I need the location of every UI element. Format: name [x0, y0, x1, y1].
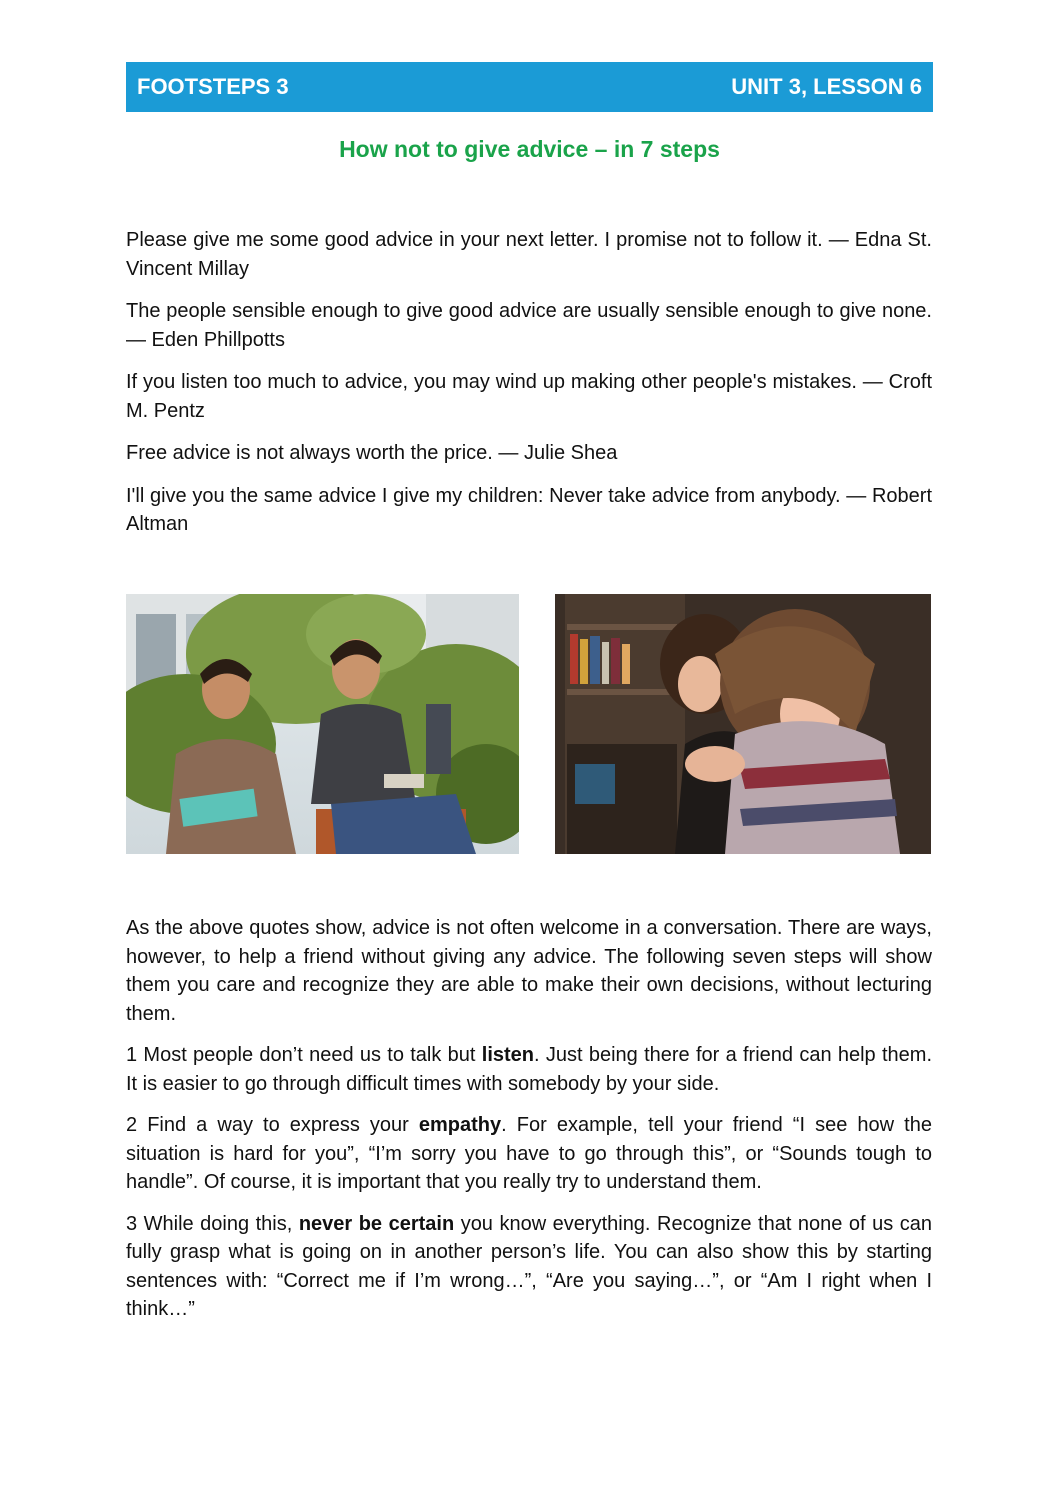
two-students-photo — [126, 594, 519, 854]
step-paragraph — [126, 1041, 932, 1098]
quote: Please give me some good advice in your next letter. I promise not to follow it. — Edna St. Vincent Millay — [126, 229, 932, 280]
quote: Free advice is not always worth the price. — Julie Shea — [126, 442, 618, 464]
step-text: . Just being there for a friend can help them. It is easier to go through difficult times with somebody by your side. — [126, 1044, 932, 1095]
step-paragraph — [126, 1210, 932, 1324]
step-keyword: empathy — [418, 1114, 502, 1136]
step-text: you know everything. Recognize that none of us can fully grasp what is going on in another person’s life. You can also show this by starting sentences with: “Correct me if I’m wrong…”, “Are you saying…”, or “Am I right when I think…” — [126, 1212, 932, 1320]
quote: If you listen too much to advice, you may wind up making other people's mistakes. — Croft M. Pentz — [126, 371, 932, 422]
step-text: . For example, tell your friend “I see how the situation is hard for you”, “I’m sorry you have to go through this”, or “Sounds tough to handle”. Of course, it is important that you really try to understand them. — [126, 1114, 932, 1193]
intro-paragraph: As the above quotes show, advice is not often welcome in a conversation. There are ways, however, to help a friend without giving any advice. The following seven steps will show them you care and recognize they are able to make their own decisions, without lecturing them. — [126, 917, 932, 1025]
unit-lesson: UNIT 3, LESSON 6 — [731, 74, 922, 99]
step-text: 2 Find a way to express your — [126, 1114, 419, 1136]
quote: The people sensible enough to give good advice are usually sensible enough to give none. — Eden Phillpotts — [126, 300, 932, 351]
step-text: 3 While doing this, — [126, 1212, 299, 1235]
step-keyword: listen — [481, 1044, 535, 1066]
step-keyword: never be certain — [298, 1212, 455, 1235]
quote: I'll give you the same advice I give my children: Never take advice from anybody. — Robert Altman — [126, 484, 932, 535]
quotes-section — [126, 226, 932, 553]
body-text — [126, 914, 932, 1337]
girls-hugging-photo — [555, 594, 931, 854]
step-text: 1 Most people don’t need us to talk but — [126, 1044, 482, 1066]
header-bar — [126, 62, 933, 112]
page-title: How not to give advice – in 7 steps — [339, 136, 720, 162]
course-name: FOOTSTEPS 3 — [137, 74, 289, 99]
step-paragraph — [126, 1111, 932, 1197]
